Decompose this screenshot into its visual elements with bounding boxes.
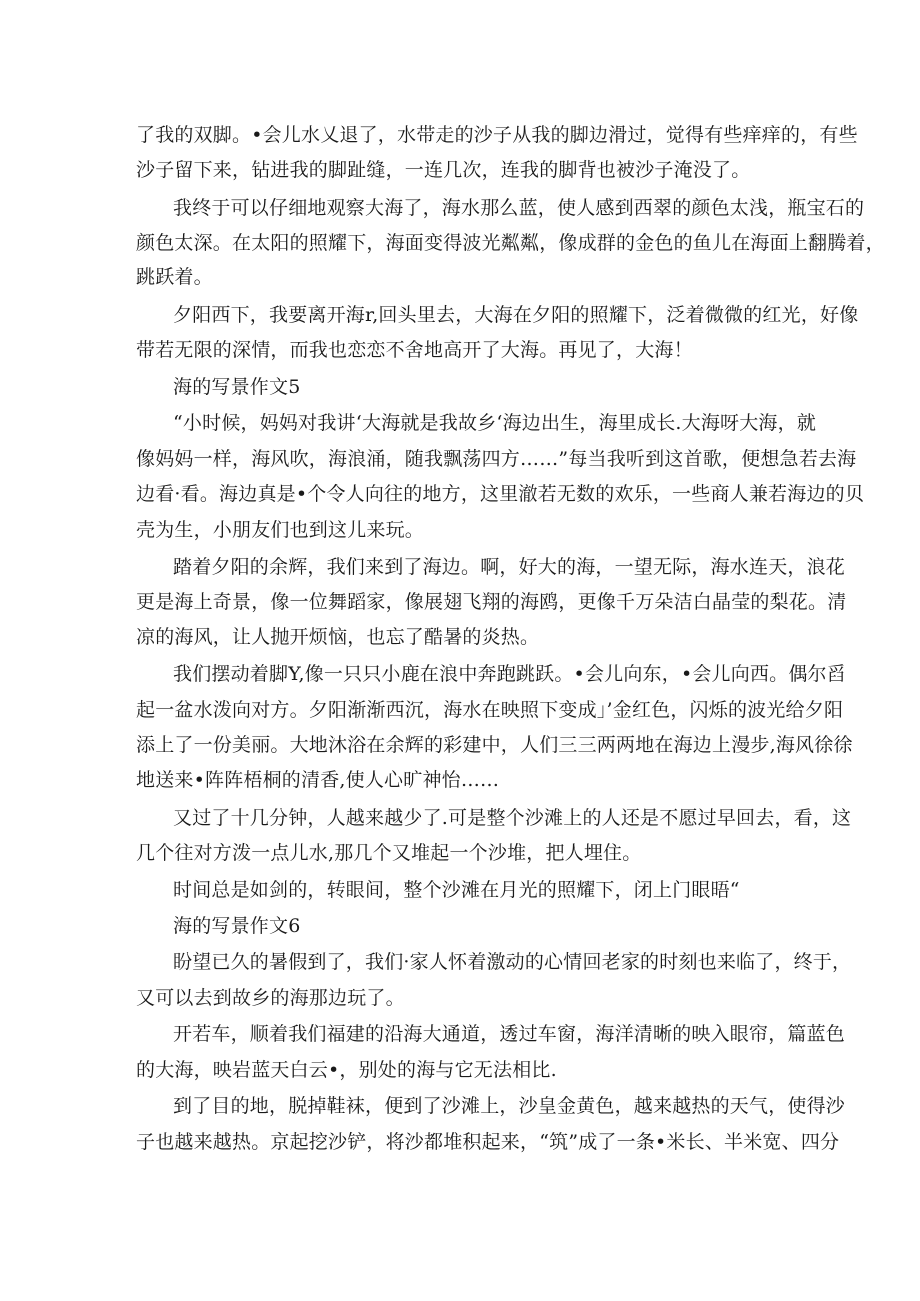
- paragraph-line: 了我的双脚。•会儿水乂退了，水带走的沙子从我的脚边滑过，觉得有些痒痒的，有些: [136, 124, 858, 146]
- section-heading: 海的写景作文6: [173, 915, 301, 937]
- paragraph-line: 带若无限的深情，而我也恋恋不舍地高开了大海。再见了，大海！: [136, 339, 693, 361]
- paragraph-line: 颜色太深。在太阳的照耀下，海面变得波光粼粼，像成群的金色的鱼儿在海面上翻腾着，: [136, 232, 885, 254]
- paragraph-line: 更是海上奇景，像一位舞蹈家，像展翅飞翔的海鸥，更像千万朵洁白晶莹的梨花。清: [136, 591, 847, 613]
- paragraph-line: 沙子留下来，钻进我的脚趾缝，一连几次，连我的脚背也被沙子淹没了。: [136, 159, 751, 181]
- paragraph-line: 开若车，顺着我们福建的沿海大通道，透过车窗，海洋清晰的映入眼帘，篇蓝色: [173, 1023, 846, 1045]
- paragraph-line: 的大海，映岩蓝天白云•，别处的海与它无法相比.: [136, 1059, 557, 1081]
- paragraph-line: 壳为生，小朋友们也到这儿来玩。: [136, 519, 425, 541]
- paragraph-line: 边看·看。海边真是•个令人向往的地方，这里澈若无数的欢乐，一些商人兼若海边的贝: [136, 483, 865, 505]
- paragraph-line: 地送来•阵阵梧桐的清香,使人心旷神怡……: [136, 769, 500, 791]
- paragraph-line: 到了目的地，脱掉鞋袜，便到了沙滩上，沙皇金黄色，越来越热的天气，使得沙: [173, 1095, 846, 1117]
- paragraph-line: 夕阳西下，我要离开海r,回头里去，大海在夕阳的照耀下，泛着微微的红光，好像: [173, 304, 859, 326]
- paragraph-line: 我们摆动着脚Y,像一只只小鹿在浪中奔跑跳跃。•会儿向东，•会儿向西。偶尔舀: [173, 663, 846, 685]
- paragraph-line: 跳跃着。: [136, 266, 213, 288]
- paragraph-line: 又可以去到故乡的海那边玩了。: [136, 987, 405, 1009]
- paragraph-line: 凉的海风，让人抛开烦恼，也忘了酷暑的炎热。: [136, 626, 540, 648]
- paragraph-line: 我终于可以仔细地观察大海了，海水那么蓝，使人感到西翠的颜色太浅，瓶宝石的: [173, 197, 865, 219]
- paragraph-line: 时间总是如剑的，转眼间，整个沙滩在月光的照耀下，闭上门眼晤“: [173, 879, 740, 901]
- paragraph-line: 又过了十几分钟，人越来越少了.可是整个沙滩上的人还是不愿过早回去，看，这: [173, 807, 852, 829]
- paragraph-line: 几个往对方泼一点儿水,那几个又堆起一个沙堆，把人埋住。: [136, 842, 642, 864]
- section-heading: 海的写景作文5: [173, 376, 301, 398]
- paragraph-line: 起一盆水泼向对方。夕阳渐渐西沉，海水在映照下变成」’金红色，闪烁的波光给夕阳: [136, 699, 844, 721]
- paragraph-line: 子也越来越热。京起挖沙铲，将沙都堆积起来，“筑”成了一条•米长、半米宽、四分: [136, 1131, 840, 1153]
- paragraph-line: 像妈妈一样，海风吹，海浪涌，随我飘荡四方……”每当我听到这首歌，便想急若去海: [136, 448, 857, 470]
- paragraph-line: 盼望已久的暑假到了，我们·家人怀着激动的心情回老家的时刻也来临了，终于，: [173, 951, 852, 973]
- paragraph-line: “小时候，妈妈对我讲‘大海就是我故乡‘海边出生，海里成长.大海呀大海，就: [173, 412, 817, 434]
- paragraph-line: 添上了一份美丽。大地沐浴在余辉的彩建中，人们三三两两地在海边上漫步,海风徐徐: [136, 734, 853, 756]
- paragraph-line: 踏着夕阳的余辉，我们来到了海边。啊，好大的海，一望无际，海水连天，浪花: [173, 556, 846, 578]
